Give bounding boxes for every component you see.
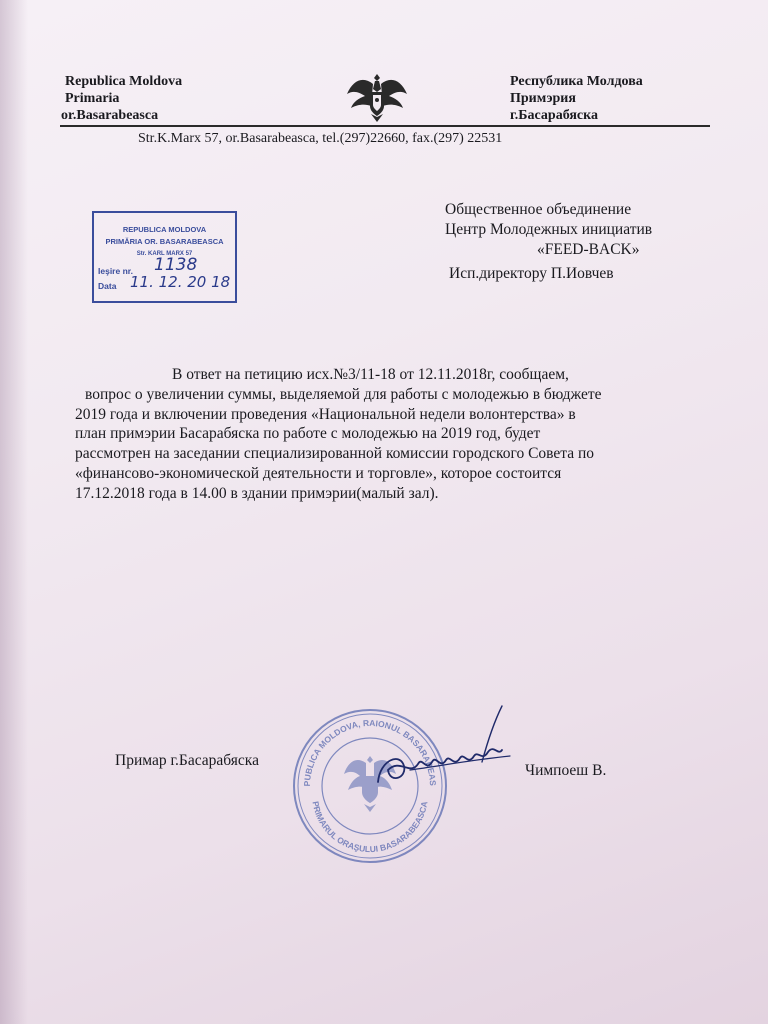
addressee-line: Исп.директору П.Иовчев <box>449 265 614 282</box>
signatory-name: Чимпоеш В. <box>525 762 607 779</box>
addressee-line: Общественное объединение <box>445 201 632 218</box>
letterhead-left-line: Republica Moldova <box>65 74 183 89</box>
letterhead-left-line: or.Basarabeasca <box>61 108 159 123</box>
body-line: 17.12.2018 года в 14.00 в здании примэрии(малый зал). <box>75 484 439 502</box>
letterhead-right <box>510 73 643 124</box>
letterhead-right-line: г.Басарабяска <box>510 108 598 123</box>
letterhead-right-line: Примэрия <box>510 91 576 106</box>
stamp-line: Str. KARL MARX 57 <box>136 251 193 257</box>
svg-text:REPUBLICA MOLDOVA, RAIONUL BAS: PUBLICA MOLDOVA, RAIONUL BASARABEAS <box>301 717 439 787</box>
stamp-line: PRIMĂRIA OR. BASARABEASCA <box>105 237 224 246</box>
letter-body <box>75 365 675 504</box>
addressee-block <box>445 200 652 284</box>
body-line: вопрос о увеличении суммы, выделяемой для работы с молодежью в бюджете <box>85 385 602 403</box>
body-line: 2019 года и включении проведения «Национальной недели волонтерства» в <box>75 405 576 423</box>
coat-of-arms-emblem <box>345 70 409 124</box>
body-line: рассмотрен на заседании специализированной комиссии городского Совета по <box>75 445 595 463</box>
stamp-out-number: 1138 <box>154 255 198 275</box>
stamp-date-value: 11. 12. 20 18 <box>130 273 231 291</box>
stamp-out-label: Ieşire nr. <box>98 266 133 276</box>
letterhead-right-line: Республика Молдова <box>510 74 643 89</box>
letterhead-divider <box>60 125 710 127</box>
letterhead-left-line: Primaria <box>65 91 120 106</box>
letterhead-address: Str.K.Marx 57, or.Basarabeasca, tel.(297)22660, fax.(297) 22531 <box>138 131 503 146</box>
body-line: В ответ на петицию исх.№3/11-18 от 12.11.2018г, сообщаем, <box>172 366 569 383</box>
addressee-line: Центр Молодежных инициатив <box>445 221 653 238</box>
page-edge-shadow <box>0 0 28 1024</box>
body-line: план примэрии Басарабяска по работе с молодежью на 2019 год, будет <box>75 425 541 443</box>
signatory-position: Примар г.Басарабяска <box>115 752 259 769</box>
stamp-date-label: Data <box>98 281 117 291</box>
registration-stamp <box>92 211 237 303</box>
addressee-line: «FEED-BACK» <box>537 241 640 258</box>
body-line: «финансово-экономической деятельности и торговле», которое состоится <box>75 464 562 482</box>
letterhead-left <box>61 73 183 124</box>
handwritten-signature <box>370 700 520 800</box>
svg-text:PRIMARUL ORAŞULUI BASARABEASCA: PRIMARUL ORAŞULUI BASARABEASCA <box>310 800 430 855</box>
stamp-line: REPUBLICA MOLDOVA <box>122 225 207 234</box>
